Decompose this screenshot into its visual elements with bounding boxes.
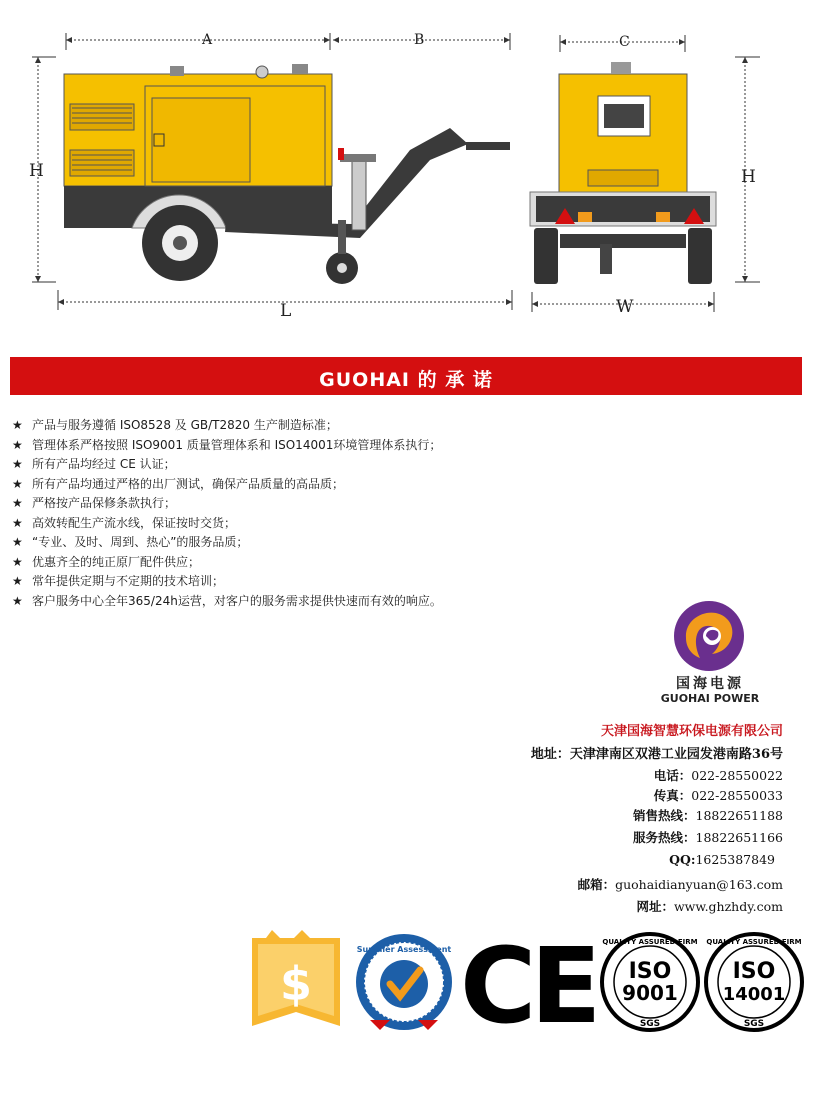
iso-9001-icon bbox=[602, 934, 698, 1030]
service-hotline: 服务热线：18822651166 bbox=[633, 830, 783, 845]
guohai-logo-icon bbox=[666, 598, 752, 678]
dim-h-left-label: H bbox=[29, 161, 44, 181]
banner-title: GUOHAI 的 承 诺 bbox=[319, 369, 493, 391]
star-icon: ★ bbox=[12, 496, 23, 510]
list-item: ★ “专业、及时、周到、热心”的服务品质； bbox=[12, 533, 442, 553]
fax-line: 传真：022-28550033 bbox=[653, 788, 783, 803]
svg-text:ISO: ISO bbox=[732, 959, 776, 984]
list-item: ★ 所有产品均通过严格的出厂测试，确保产品质量的高品质； bbox=[12, 475, 442, 495]
star-icon: ★ bbox=[12, 418, 23, 432]
certification-logos bbox=[248, 930, 808, 1035]
dim-w-label: W bbox=[616, 297, 634, 317]
star-icon: ★ bbox=[12, 457, 23, 471]
star-icon: ★ bbox=[12, 574, 23, 588]
svg-text:14001: 14001 bbox=[722, 984, 786, 1005]
svg-text:ISO: ISO bbox=[628, 959, 672, 984]
address-line: 地址：天津津南区双港工业园发港南路36号 bbox=[530, 747, 783, 762]
list-item: ★ 常年提供定期与不定期的技术培训； bbox=[12, 572, 442, 592]
list-item: ★ 高效转配生产流水线，保证按时交货； bbox=[12, 514, 442, 534]
svg-text:QUALITY ASSURED FIRM: QUALITY ASSURED FIRM bbox=[602, 938, 698, 946]
dollar-badge-icon bbox=[252, 930, 340, 1026]
website-line: 网址：www.ghzhdy.com bbox=[636, 899, 783, 914]
generator-dimension-drawing bbox=[0, 0, 813, 340]
phone-line: 电话：022-28550022 bbox=[653, 768, 783, 783]
list-item: ★ 优惠齐全的纯正原厂配件供应； bbox=[12, 553, 442, 573]
logo-en-text: GUOHAI POWER bbox=[660, 692, 760, 705]
generator-front-view bbox=[530, 62, 716, 284]
supplier-assessment-icon bbox=[356, 934, 452, 1030]
star-icon: ★ bbox=[12, 476, 23, 491]
star-icon: ★ bbox=[12, 554, 23, 569]
list-item: ★ 严格按产品保修条款执行； bbox=[12, 494, 442, 514]
list-item: ★ 管理体系严格按照 ISO9001 质量管理体系和 ISO14001环境管理体系执行； bbox=[12, 436, 442, 456]
sales-hotline: 销售热线：18822651188 bbox=[633, 808, 783, 823]
svg-text:SGS: SGS bbox=[743, 1019, 765, 1029]
svg-text:9001: 9001 bbox=[622, 981, 678, 1005]
star-icon: ★ bbox=[12, 437, 23, 452]
star-icon: ★ bbox=[12, 515, 23, 530]
star-icon: ★ bbox=[12, 535, 23, 549]
dim-c-label: C bbox=[619, 34, 630, 50]
dim-b-label: B bbox=[414, 32, 425, 48]
iso-14001-icon bbox=[706, 934, 802, 1030]
list-item: ★ 所有产品均经过 CE 认证； bbox=[12, 455, 442, 475]
promise-banner bbox=[10, 357, 802, 395]
dim-h-right-label: H bbox=[741, 167, 756, 187]
svg-text:SGS: SGS bbox=[639, 1019, 661, 1029]
svg-text:Supplier Assessment: Supplier Assessment bbox=[356, 945, 452, 954]
dim-a-label: A bbox=[202, 32, 213, 48]
svg-text:$: $ bbox=[279, 957, 313, 1011]
generator-side-view bbox=[64, 64, 510, 284]
list-item: ★ 客户服务中心全年365/24h运营，对客户的服务需求提供快速而有效的响应。 bbox=[12, 592, 442, 612]
qq-line: QQ:1625387849 bbox=[669, 852, 775, 867]
email-line: 邮箱：guohaidianyuan@163.com bbox=[577, 877, 783, 892]
promise-list bbox=[12, 416, 442, 611]
dim-l-label: L bbox=[280, 301, 292, 321]
company-name: 天津国海智慧环保电源有限公司 bbox=[600, 724, 783, 739]
logo-cn-text: 国海电源 bbox=[676, 676, 744, 692]
star-icon: ★ bbox=[12, 593, 23, 608]
svg-text:QUALITY ASSURED FIRM: QUALITY ASSURED FIRM bbox=[706, 938, 802, 946]
ce-mark-icon: CE bbox=[460, 930, 596, 1035]
list-item: ★ 产品与服务遵循 ISO8528 及 GB/T2820 生产制造标准； bbox=[12, 416, 442, 436]
